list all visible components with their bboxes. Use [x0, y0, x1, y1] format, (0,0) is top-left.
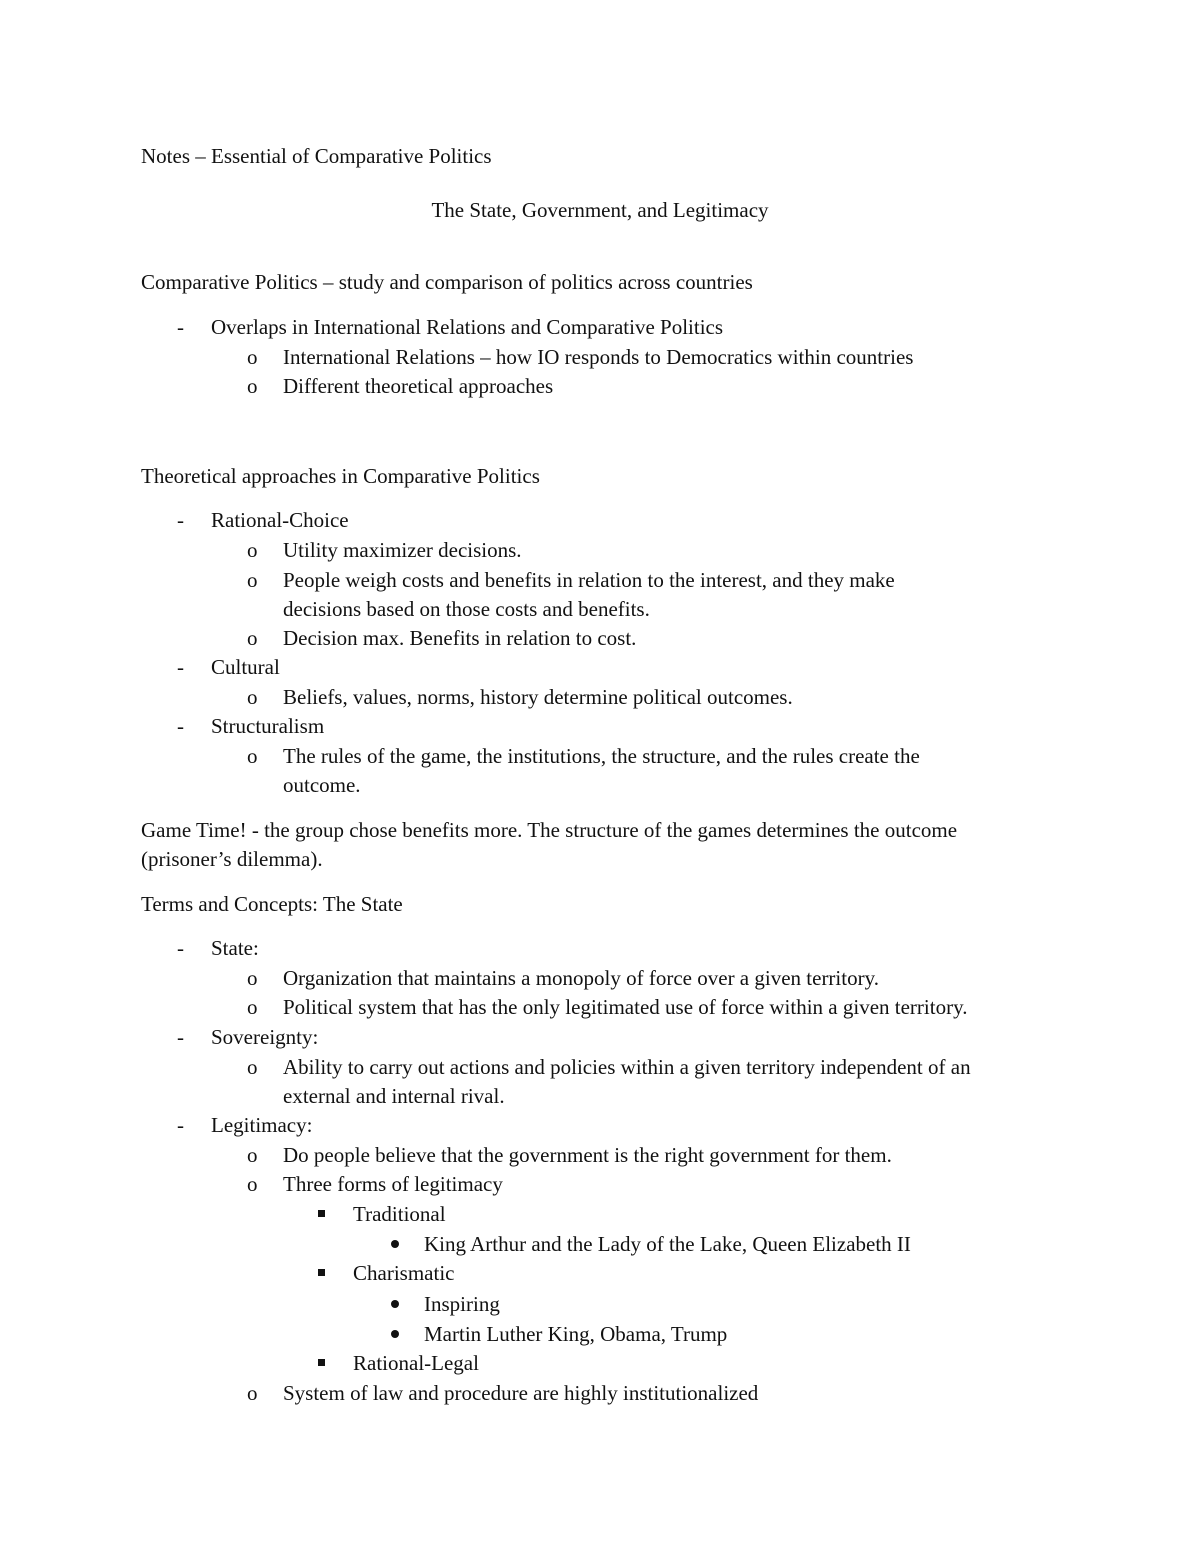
list-item: Ability to carry out actions and policies within a given territory independent of an	[283, 1055, 971, 1079]
section-heading: Terms and Concepts: The State	[141, 892, 403, 916]
circle-marker: o	[247, 1172, 258, 1196]
list-item-continuation: external and internal rival.	[283, 1084, 505, 1108]
circle-marker: o	[247, 374, 258, 398]
list-item: State:	[211, 936, 259, 960]
list-item: Overlaps in International Relations and Comparative Politics	[211, 315, 724, 339]
list-item: Different theoretical approaches	[283, 374, 554, 398]
list-item: Utility maximizer decisions.	[283, 538, 522, 562]
chapter-title: The State, Government, and Legitimacy	[431, 198, 769, 222]
circle-marker: o	[247, 744, 258, 768]
square-bullet-icon	[318, 1269, 325, 1276]
dash-marker: -	[177, 714, 184, 738]
list-item: Sovereignty:	[211, 1025, 319, 1049]
dash-marker: -	[177, 1113, 184, 1137]
square-bullet-icon	[318, 1210, 325, 1217]
game-time-paragraph-cont: (prisoner’s dilemma).	[141, 847, 323, 871]
list-item-continuation: decisions based on those costs and benefits.	[283, 597, 650, 621]
dash-marker: -	[177, 1025, 184, 1049]
square-bullet-icon	[318, 1359, 325, 1366]
list-item: The rules of the game, the institutions, the structure, and the rules create the	[283, 744, 920, 768]
list-item: Beliefs, values, norms, history determine political outcomes.	[283, 685, 793, 709]
round-bullet-icon	[391, 1300, 399, 1308]
list-item: King Arthur and the Lady of the Lake, Queen Elizabeth II	[424, 1232, 911, 1256]
list-item: Cultural	[211, 655, 280, 679]
list-item: Charismatic	[353, 1261, 455, 1285]
list-item: Traditional	[353, 1202, 446, 1226]
dash-marker: -	[177, 936, 184, 960]
section-heading: Theoretical approaches in Comparative Politics	[141, 464, 540, 488]
dash-marker: -	[177, 315, 184, 339]
list-item: Do people believe that the government is the right government for them.	[283, 1143, 892, 1167]
round-bullet-icon	[391, 1240, 399, 1248]
circle-marker: o	[247, 685, 258, 709]
list-item: Decision max. Benefits in relation to cost.	[283, 626, 637, 650]
list-item: Organization that maintains a monopoly of force over a given territory.	[283, 966, 879, 990]
list-item: Martin Luther King, Obama, Trump	[424, 1322, 728, 1346]
circle-marker: o	[247, 568, 258, 592]
circle-marker: o	[247, 626, 258, 650]
circle-marker: o	[247, 345, 258, 369]
list-item: System of law and procedure are highly institutionalized	[283, 1381, 759, 1405]
note-title: Notes – Essential of Comparative Politics	[141, 144, 492, 168]
list-item: Legitimacy:	[211, 1113, 313, 1137]
list-item: Rational-Legal	[353, 1351, 479, 1375]
list-item: Rational-Choice	[211, 508, 349, 532]
dash-marker: -	[177, 655, 184, 679]
circle-marker: o	[247, 995, 258, 1019]
list-item: Structuralism	[211, 714, 325, 738]
list-item: Inspiring	[424, 1292, 500, 1316]
round-bullet-icon	[391, 1330, 399, 1338]
circle-marker: o	[247, 966, 258, 990]
list-item: Three forms of legitimacy	[283, 1172, 503, 1196]
list-item: People weigh costs and benefits in relation to the interest, and they make	[283, 568, 895, 592]
list-item: International Relations – how IO responds to Democratics within countries	[283, 345, 914, 369]
circle-marker: o	[247, 538, 258, 562]
definition-line: Comparative Politics – study and comparison of politics across countries	[141, 270, 753, 294]
list-item: Political system that has the only legitimated use of force within a given territory.	[283, 995, 968, 1019]
dash-marker: -	[177, 508, 184, 532]
list-item-continuation: outcome.	[283, 773, 361, 797]
circle-marker: o	[247, 1055, 258, 1079]
circle-marker: o	[247, 1143, 258, 1167]
circle-marker: o	[247, 1381, 258, 1405]
game-time-paragraph: Game Time! - the group chose benefits more. The structure of the games determines the outcome	[141, 818, 958, 842]
